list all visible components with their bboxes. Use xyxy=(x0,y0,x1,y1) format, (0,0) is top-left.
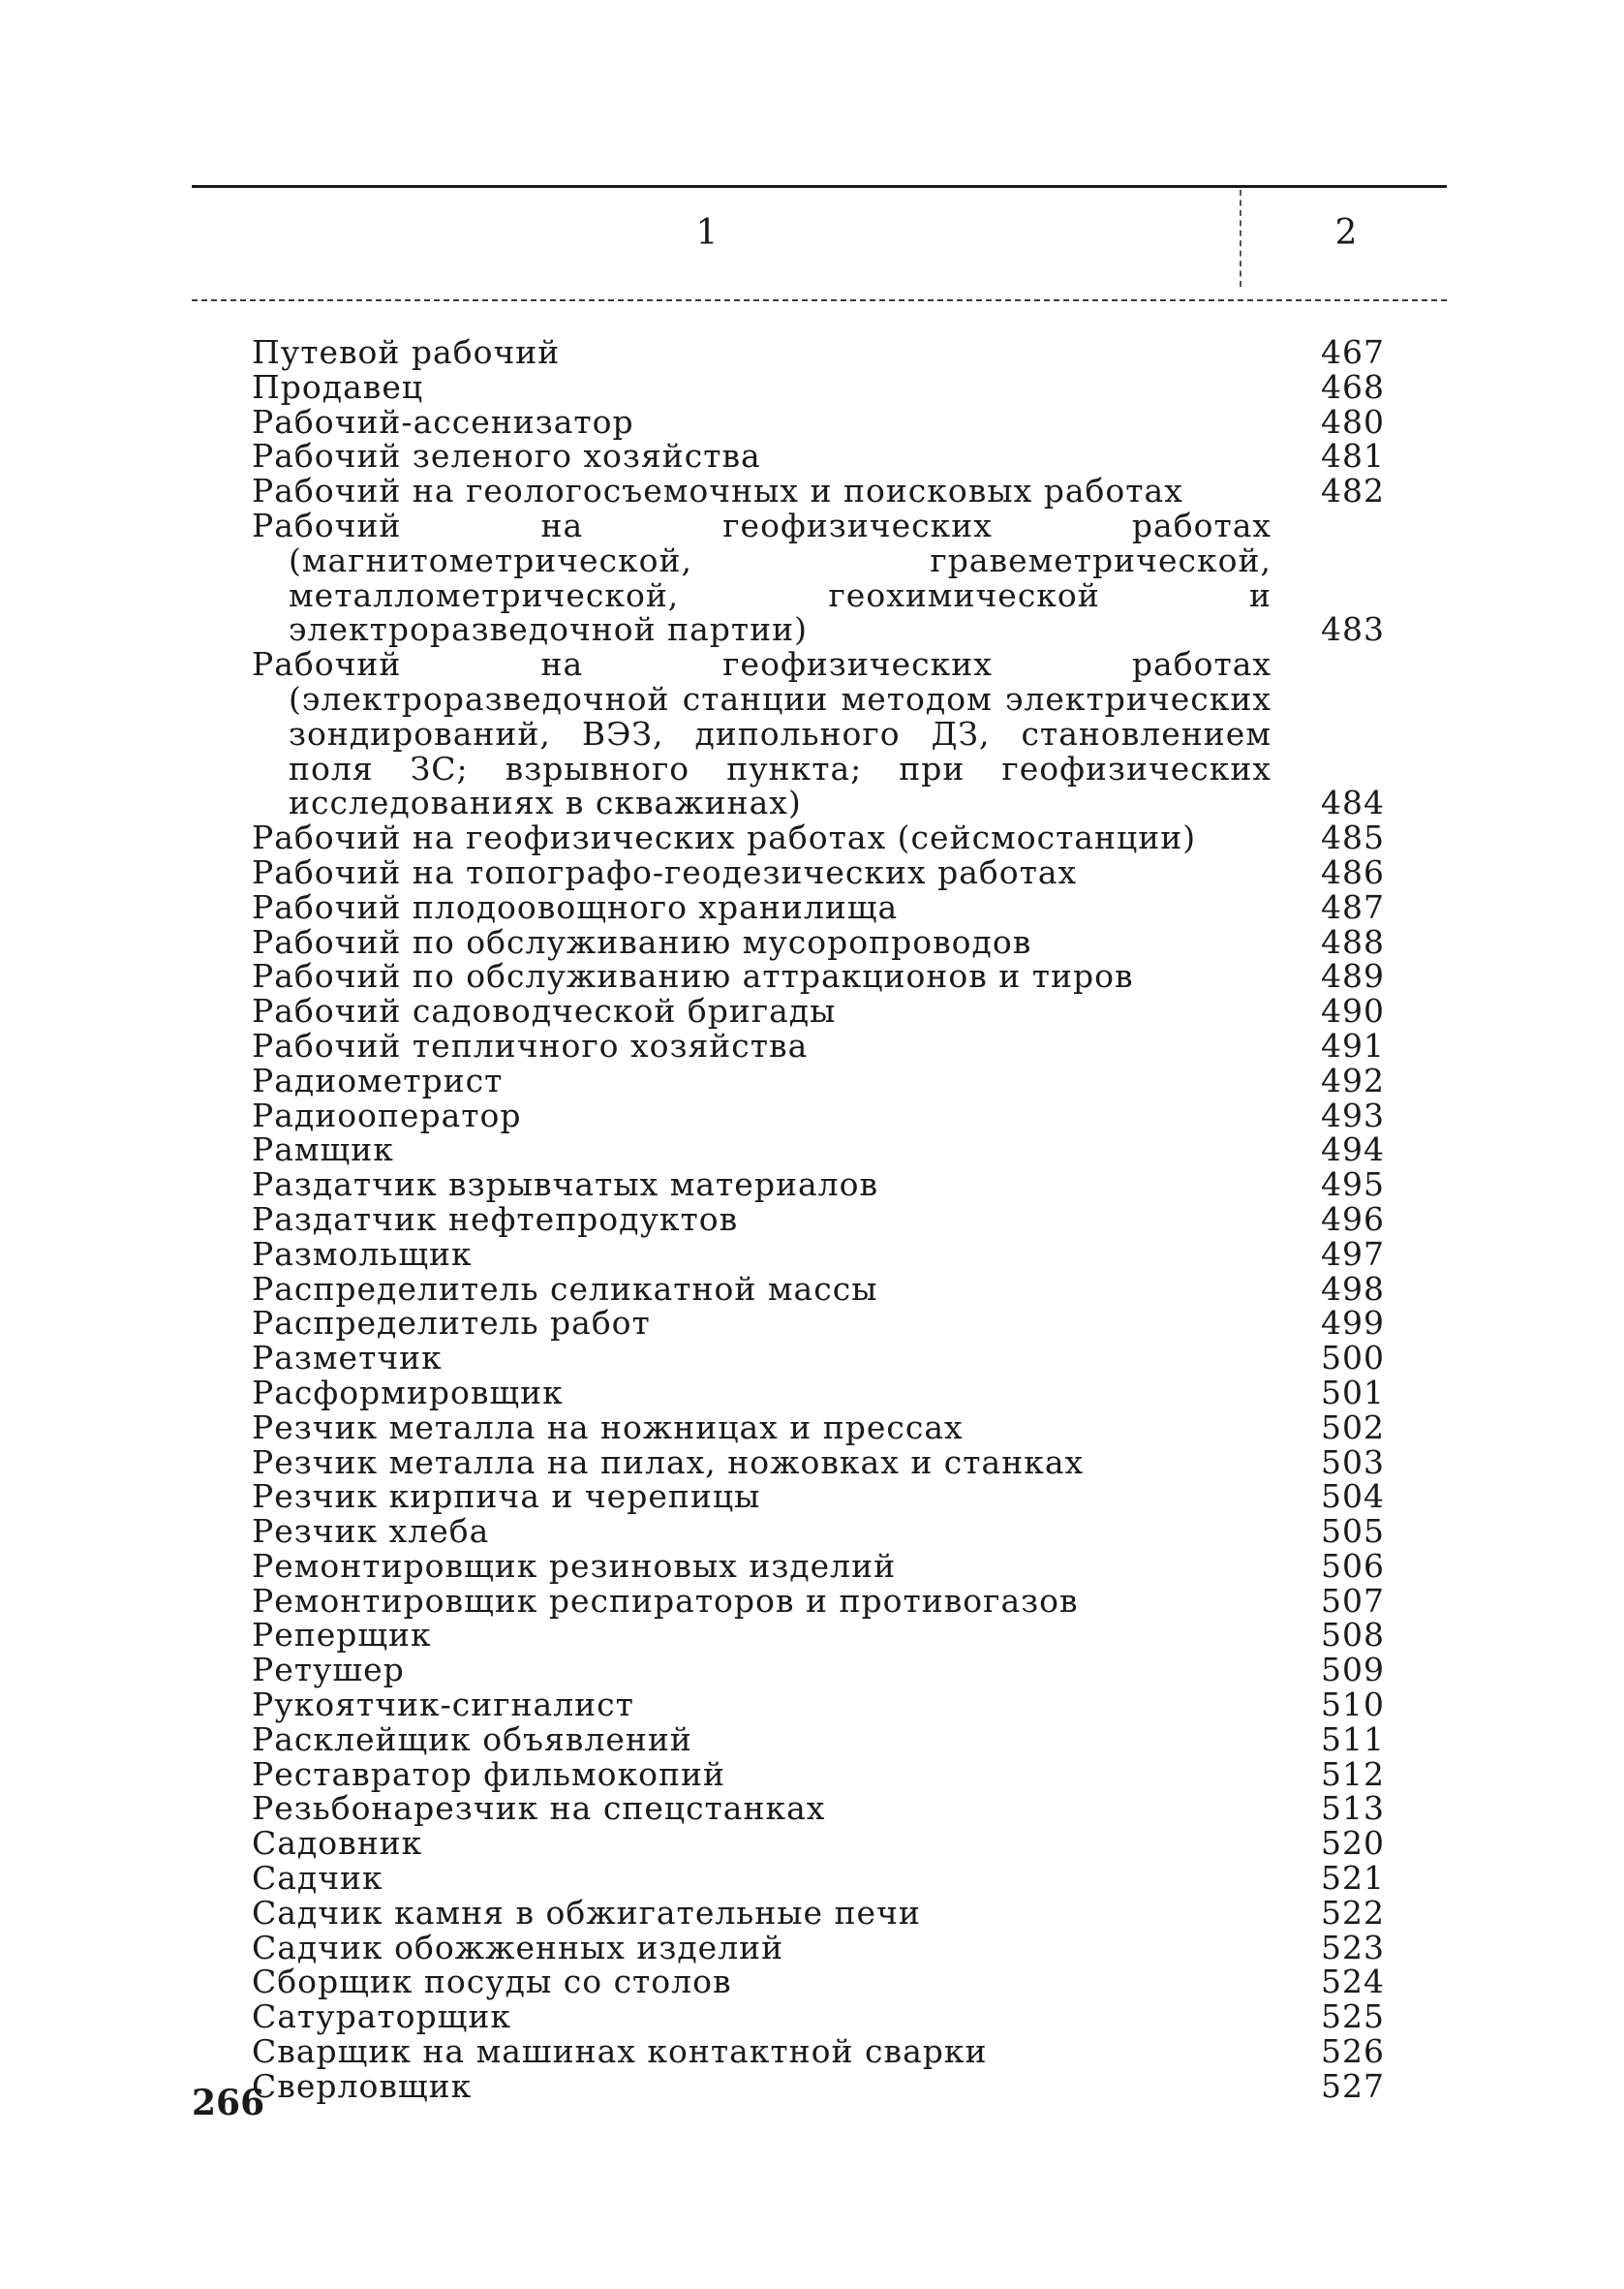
profession-name: Рабочий зеленого хозяйства xyxy=(252,437,761,476)
profession-name: Радиометрист xyxy=(252,1061,504,1099)
profession-name: Резчик хлеба xyxy=(252,1512,490,1551)
profession-code: 504 xyxy=(1321,1477,1385,1516)
profession-code: 496 xyxy=(1321,1199,1385,1238)
list-item xyxy=(252,1581,1385,1620)
profession-code: 497 xyxy=(1321,1234,1385,1273)
profession-name: Рабочий тепличного хозяйства xyxy=(252,1026,809,1065)
profession-code: 509 xyxy=(1321,1651,1385,1689)
list-item xyxy=(252,1653,1385,1687)
list-item xyxy=(252,474,1385,509)
profession-code: 521 xyxy=(1321,1859,1385,1898)
profession-name: Рукоятчик-сигналист xyxy=(252,1686,634,1724)
profession-name: Резьбонарезчик на спецстанках xyxy=(252,1789,826,1828)
list-item xyxy=(252,852,1385,891)
profession-name: Рабочий на геофизических работах (электроразведочной станции методом электрических зондирований, ВЭЗ, дипольного ДЗ, становлением поля ЗС; взрывного пункта; при геофизических исследованиях в скважинах) xyxy=(252,645,1272,822)
list-item xyxy=(252,2034,1385,2069)
profession-name: Садовник xyxy=(252,1824,423,1863)
profession-name: Размольщик xyxy=(252,1234,473,1273)
column-separator xyxy=(1240,190,1241,287)
profession-code: 506 xyxy=(1321,1546,1385,1585)
list-item xyxy=(252,1999,1385,2034)
profession-code: 480 xyxy=(1321,402,1385,441)
profession-name: Расклейщик объявлений xyxy=(252,1719,692,1758)
profession-code: 502 xyxy=(1321,1407,1385,1446)
profession-code: 488 xyxy=(1321,922,1385,961)
list-item xyxy=(252,647,1385,820)
list-item xyxy=(252,1442,1385,1481)
profession-code: 526 xyxy=(1321,2032,1385,2071)
list-item xyxy=(252,1098,1385,1133)
profession-code: 492 xyxy=(1321,1061,1385,1099)
profession-name: Распределитель работ xyxy=(252,1304,651,1343)
table-top-rule xyxy=(192,185,1447,188)
profession-list xyxy=(252,335,1385,2104)
list-item xyxy=(252,402,1385,441)
list-item xyxy=(252,887,1385,926)
profession-code: 511 xyxy=(1321,1719,1385,1758)
profession-name: Рабочий плодоовощного хранилища xyxy=(252,887,899,926)
profession-code: 468 xyxy=(1321,367,1385,406)
list-item xyxy=(252,1306,1385,1341)
profession-code: 482 xyxy=(1321,472,1385,510)
list-item xyxy=(252,1964,1385,1999)
list-item xyxy=(252,959,1385,994)
profession-code: 500 xyxy=(1321,1339,1385,1377)
list-item xyxy=(252,1546,1385,1585)
column-header-2: 2 xyxy=(1334,213,1358,253)
profession-code: 486 xyxy=(1321,852,1385,891)
list-item xyxy=(252,1618,1385,1653)
profession-code: 524 xyxy=(1321,1963,1385,2001)
profession-name: Рабочий по обслуживанию аттракционов и тиров xyxy=(252,957,1134,996)
profession-code: 501 xyxy=(1321,1373,1385,1411)
list-item xyxy=(252,1199,1385,1238)
profession-code: 507 xyxy=(1321,1581,1385,1620)
list-item xyxy=(252,1719,1385,1758)
list-item xyxy=(252,1407,1385,1446)
profession-code: 523 xyxy=(1321,1928,1385,1966)
list-item xyxy=(252,1061,1385,1099)
profession-code: 493 xyxy=(1321,1096,1385,1134)
profession-code: 498 xyxy=(1321,1269,1385,1308)
profession-name: Рабочий садоводческой бригады xyxy=(252,992,837,1031)
list-item xyxy=(252,1754,1385,1793)
profession-code: 491 xyxy=(1321,1026,1385,1065)
list-item xyxy=(252,367,1385,406)
list-item xyxy=(252,1234,1385,1273)
profession-code: 499 xyxy=(1321,1304,1385,1343)
profession-code: 505 xyxy=(1321,1512,1385,1551)
list-item xyxy=(252,506,1385,649)
column-header-1: 1 xyxy=(695,213,719,253)
profession-code: 522 xyxy=(1321,1893,1385,1932)
profession-code: 494 xyxy=(1321,1130,1385,1169)
list-item xyxy=(252,439,1385,474)
list-item xyxy=(252,1514,1385,1549)
list-item xyxy=(252,1132,1385,1167)
list-item xyxy=(252,1479,1385,1514)
profession-code: 467 xyxy=(1321,333,1385,371)
list-item xyxy=(252,922,1385,961)
profession-code: 527 xyxy=(1321,2066,1385,2105)
profession-code: 490 xyxy=(1321,992,1385,1031)
profession-name: Ремонтировщик резиновых изделий xyxy=(252,1546,897,1585)
profession-code: 495 xyxy=(1321,1165,1385,1204)
profession-name: Сверловщик xyxy=(252,2066,473,2105)
profession-name: Раздатчик нефтепродуктов xyxy=(252,1199,739,1238)
profession-name: Распределитель селикатной массы xyxy=(252,1269,878,1308)
profession-name: Садчик обожженных изделий xyxy=(252,1928,784,1966)
profession-code: 525 xyxy=(1321,1997,1385,2036)
profession-name: Рабочий по обслуживанию мусоропроводов xyxy=(252,922,1032,961)
header-bottom-rule xyxy=(192,299,1447,301)
profession-name: Рабочий-ассенизатор xyxy=(252,402,634,441)
profession-name: Реперщик xyxy=(252,1616,432,1655)
profession-name: Резчик металла на ножницах и прессах xyxy=(252,1407,964,1446)
list-item xyxy=(252,2066,1385,2105)
list-item xyxy=(252,1687,1385,1722)
profession-name: Сатураторщик xyxy=(252,1997,511,2036)
profession-code: 487 xyxy=(1321,887,1385,926)
profession-name: Продавец xyxy=(252,367,424,406)
profession-name: Раздатчик взрывчатых материалов xyxy=(252,1165,879,1204)
profession-name: Садчик xyxy=(252,1859,383,1898)
profession-code: 483 xyxy=(1321,610,1385,649)
profession-name: Ремонтировщик респираторов и противогазов xyxy=(252,1581,1079,1620)
profession-code: 513 xyxy=(1321,1789,1385,1828)
profession-name: Расформировщик xyxy=(252,1373,564,1411)
list-item xyxy=(252,820,1385,855)
profession-code: 485 xyxy=(1321,819,1385,857)
profession-name: Сварщик на машинах контактной сварки xyxy=(252,2032,988,2071)
list-item xyxy=(252,1928,1385,1966)
profession-name: Рабочий на геофизических работах (магнитометрической, гравеметрической, металлометрической, геохимической и электроразведочной партии) xyxy=(252,506,1272,649)
profession-name: Путевой рабочий xyxy=(252,333,561,371)
profession-name: Резчик металла на пилах, ножовках и станках xyxy=(252,1442,1085,1481)
list-item xyxy=(252,1373,1385,1411)
list-item xyxy=(252,1861,1385,1896)
profession-name: Рабочий на геологосъемочных и поисковых работах xyxy=(252,472,1183,510)
profession-code: 481 xyxy=(1321,437,1385,476)
list-item xyxy=(252,1167,1385,1202)
profession-code: 512 xyxy=(1321,1754,1385,1793)
list-item xyxy=(252,1791,1385,1826)
profession-name: Резчик кирпича и черепицы xyxy=(252,1477,761,1516)
list-item xyxy=(252,1269,1385,1308)
profession-name: Садчик камня в обжигательные печи xyxy=(252,1893,921,1932)
list-item xyxy=(252,1893,1385,1932)
profession-name: Ретушер xyxy=(252,1651,405,1689)
profession-code: 520 xyxy=(1321,1824,1385,1863)
profession-name: Рабочий на топографо-геодезических работах xyxy=(252,852,1078,891)
profession-name: Рамщик xyxy=(252,1130,394,1169)
profession-name: Радиооператор xyxy=(252,1096,522,1134)
list-item xyxy=(252,1341,1385,1376)
profession-name: Сборщик посуды со столов xyxy=(252,1963,732,2001)
list-item xyxy=(252,1026,1385,1065)
profession-code: 489 xyxy=(1321,957,1385,996)
list-item xyxy=(252,1826,1385,1861)
list-item xyxy=(252,994,1385,1029)
profession-code: 508 xyxy=(1321,1616,1385,1655)
profession-code: 503 xyxy=(1321,1442,1385,1481)
profession-name: Разметчик xyxy=(252,1339,443,1377)
profession-code: 484 xyxy=(1321,784,1385,822)
page-number: 266 xyxy=(192,2083,265,2123)
profession-name: Рабочий на геофизических работах (сейсмостанции) xyxy=(252,819,1197,857)
profession-name: Реставратор фильмокопий xyxy=(252,1754,726,1793)
list-item xyxy=(252,335,1385,370)
profession-code: 510 xyxy=(1321,1686,1385,1724)
